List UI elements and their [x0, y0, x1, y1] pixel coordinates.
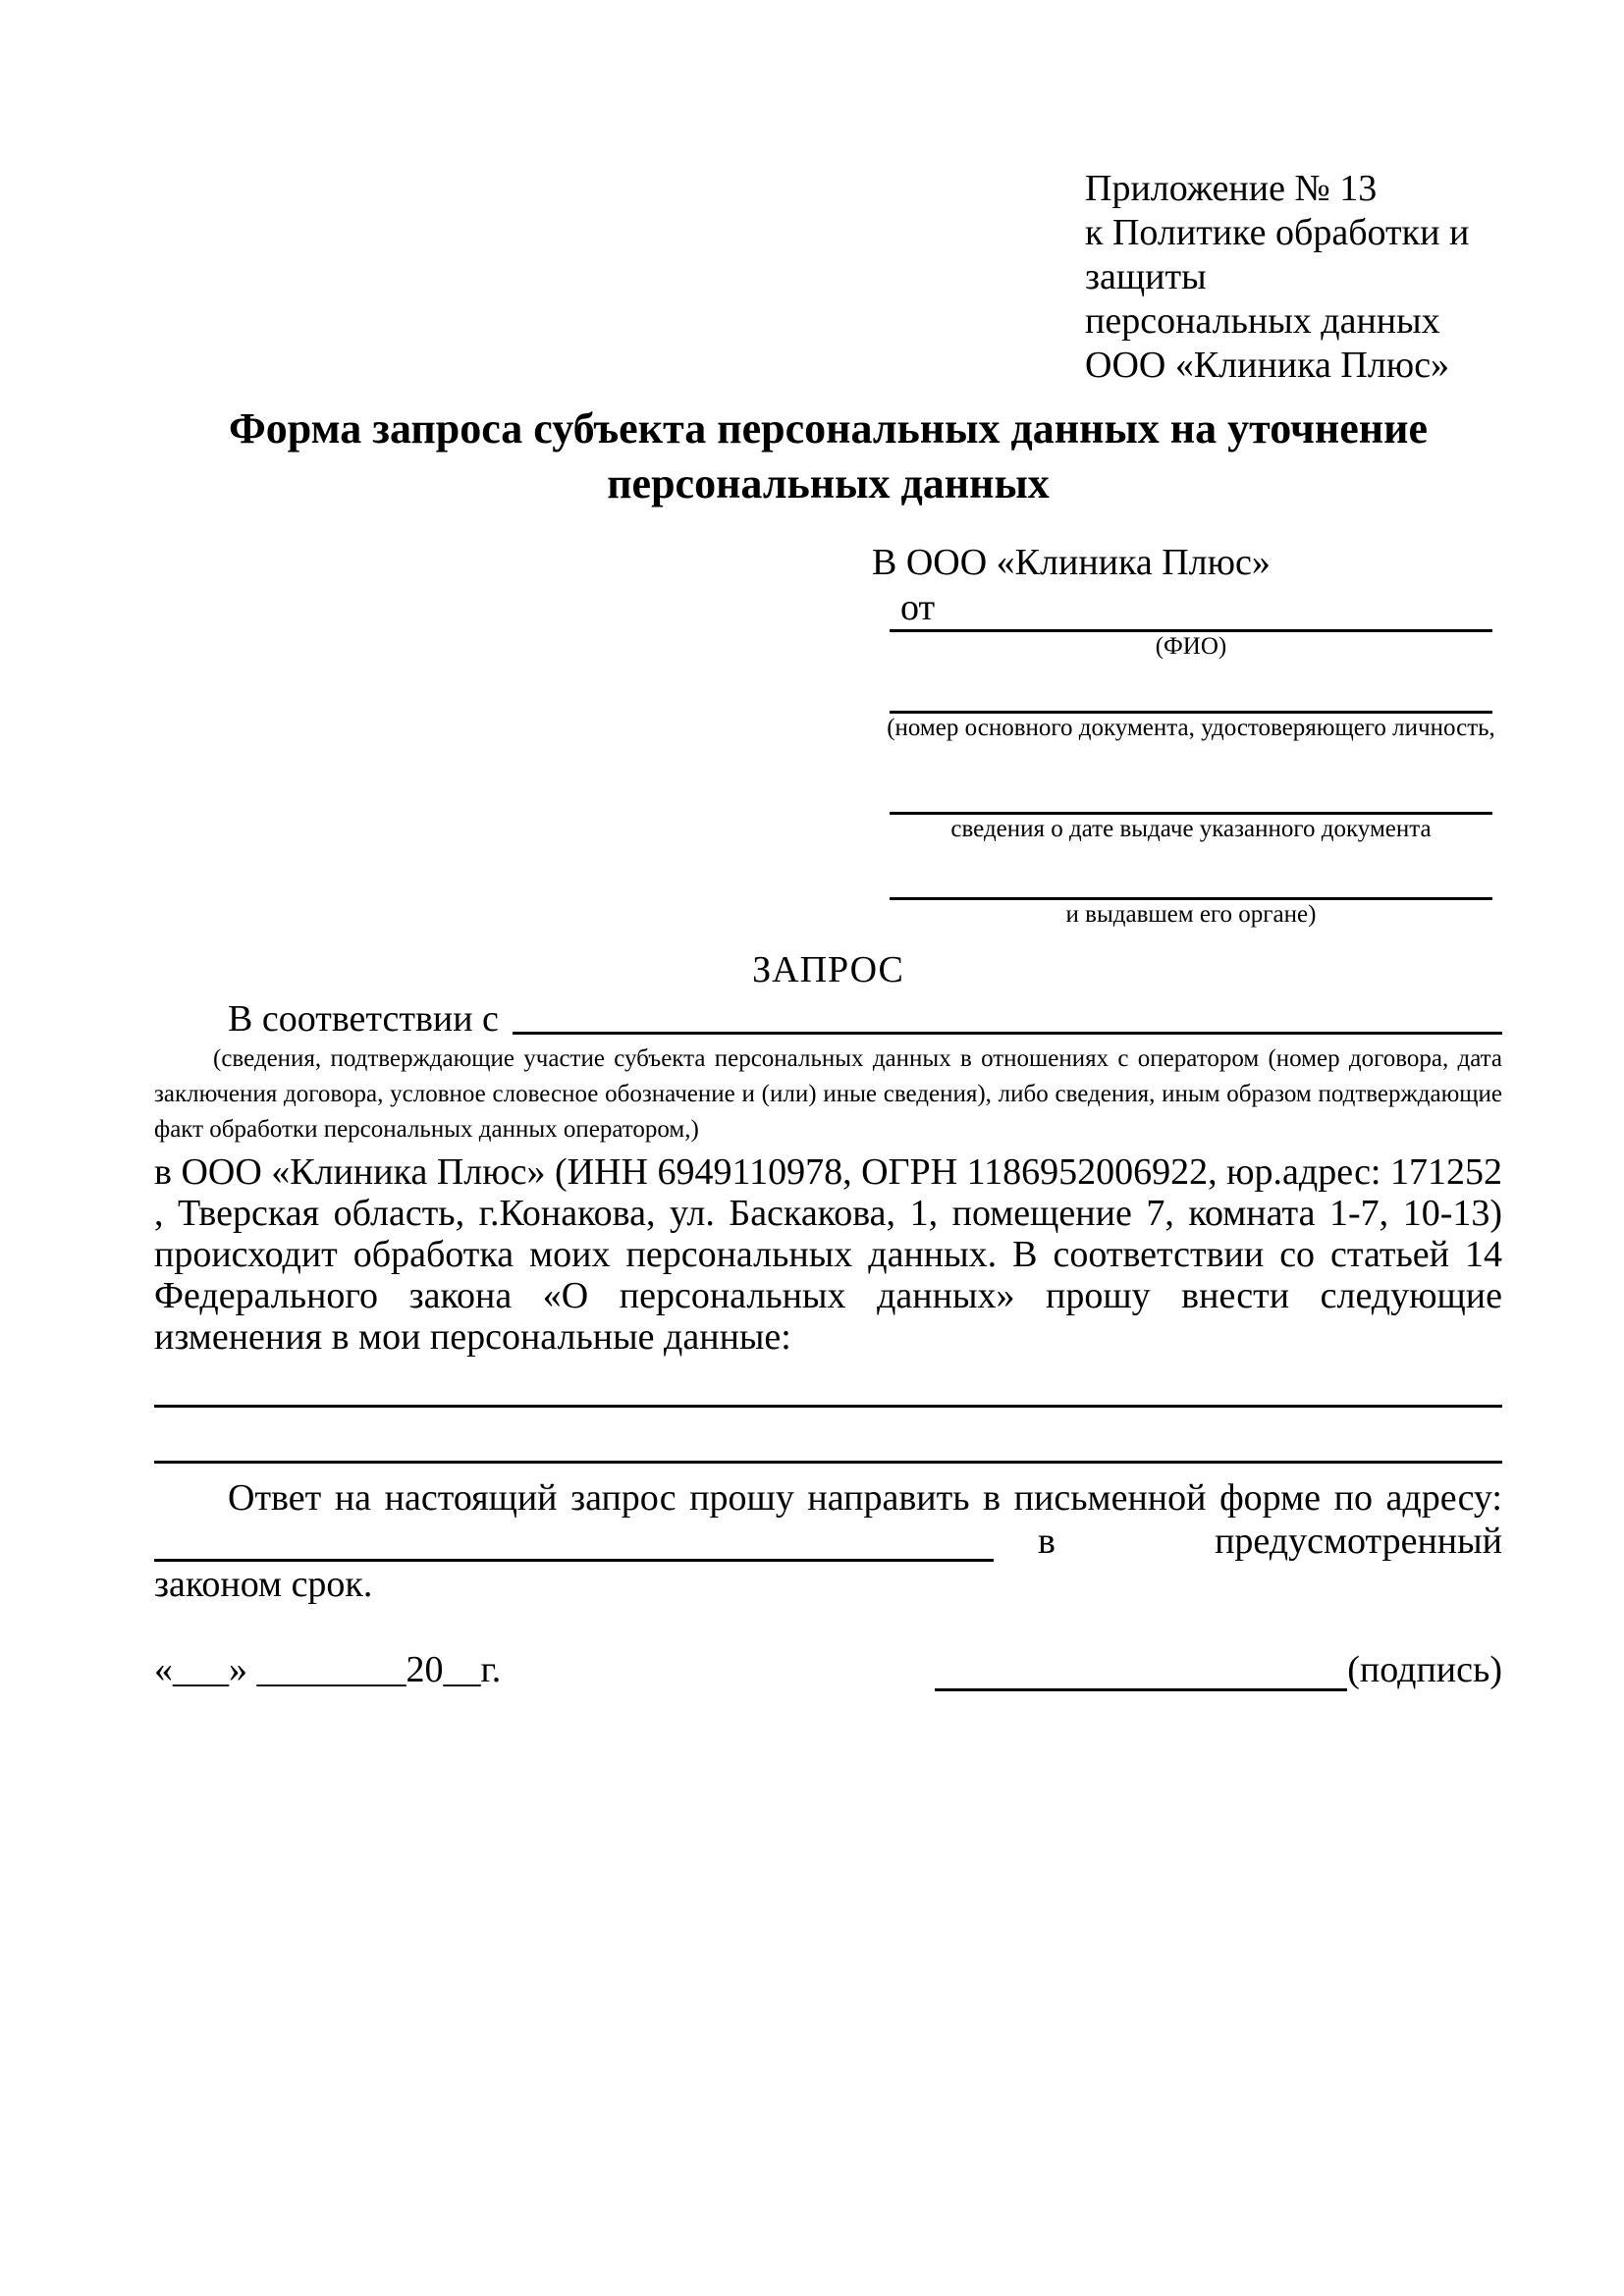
- field-group-document-number: [887, 711, 1495, 743]
- document-number-caption: (номер основного документа, удостоверяющего личность,: [887, 715, 1495, 741]
- appendix-line: Приложение № 13: [1085, 168, 1378, 209]
- signature-caption: (подпись): [1347, 1649, 1502, 1690]
- field-group-issuing-authority: [890, 897, 1492, 930]
- field-group-issue-date: [890, 812, 1492, 844]
- footer-row: [154, 1648, 1502, 1691]
- addressee-to: В ООО «Клиника Плюс»: [872, 542, 1271, 583]
- request-heading: ЗАПРОС: [752, 949, 904, 990]
- appendix-line: персональных данных: [1085, 300, 1440, 342]
- basis-footnote: (сведения, подтверждающие участие субъекта персональных данных в отношениях с оператором (номер договора, дата заключения договора, условное словесное обозначение и (или) иные сведения), либо сведения, иным образом подтверждающие факт обработки персональных данных оператором,): [154, 1045, 1502, 1143]
- basis-intro-label: В соответствии с: [228, 998, 499, 1040]
- reply-paragraph-line2: [154, 1521, 1502, 1562]
- reply-paragraph-line1: Ответ на настоящий запрос прошу направить в письменной форме по адресу:: [228, 1477, 1502, 1519]
- reply-paragraph-line2-text: в предусмотренный: [1038, 1521, 1502, 1562]
- changes-input-line-2[interactable]: [154, 1461, 1502, 1464]
- field-group-fio: [890, 629, 1492, 662]
- addressee-from-label: от: [900, 587, 936, 628]
- reply-paragraph-line3: законом срок.: [154, 1564, 373, 1605]
- issuing-authority-caption: и выдавшем его органе): [1065, 901, 1317, 928]
- basis-input-line[interactable]: [513, 996, 1502, 1035]
- date-fill-in[interactable]: «___» ________20__г.: [154, 1649, 502, 1690]
- signature-input-line[interactable]: [935, 1656, 1347, 1691]
- page-title: Форма запроса субъекта персональных данных на уточнение персональных данных: [229, 404, 1428, 507]
- request-body-paragraph: в ООО «Клиника Плюс» (ИНН 6949110978, ОГРН 1186952006922, юр.адрес: 171252 , Тверская область, г.Конакова, ул. Баскакова, 1, помещение 7, комната 1-7, 10-13) происходит обработка моих персональных данных. В соответствии со статьей 14 Федерального закона «О персональных данных» прошу внести следующие изменения в мои персональные данные:: [154, 1151, 1502, 1358]
- issue-date-caption: сведения о дате выдаче указанного документа: [950, 816, 1432, 842]
- appendix-block: [1085, 167, 1502, 388]
- basis-line: [154, 996, 1502, 1041]
- signature-group: [935, 1648, 1502, 1691]
- appendix-line: ООО «Клиника Плюс»: [1085, 345, 1450, 386]
- reply-address-input-line[interactable]: [154, 1528, 994, 1562]
- fio-caption: (ФИО): [1155, 633, 1227, 660]
- changes-input-line-1[interactable]: [154, 1405, 1502, 1408]
- appendix-line: к Политике обработки и защиты: [1085, 212, 1470, 297]
- addressee-block: [154, 539, 1502, 629]
- identity-fields: [887, 629, 1495, 930]
